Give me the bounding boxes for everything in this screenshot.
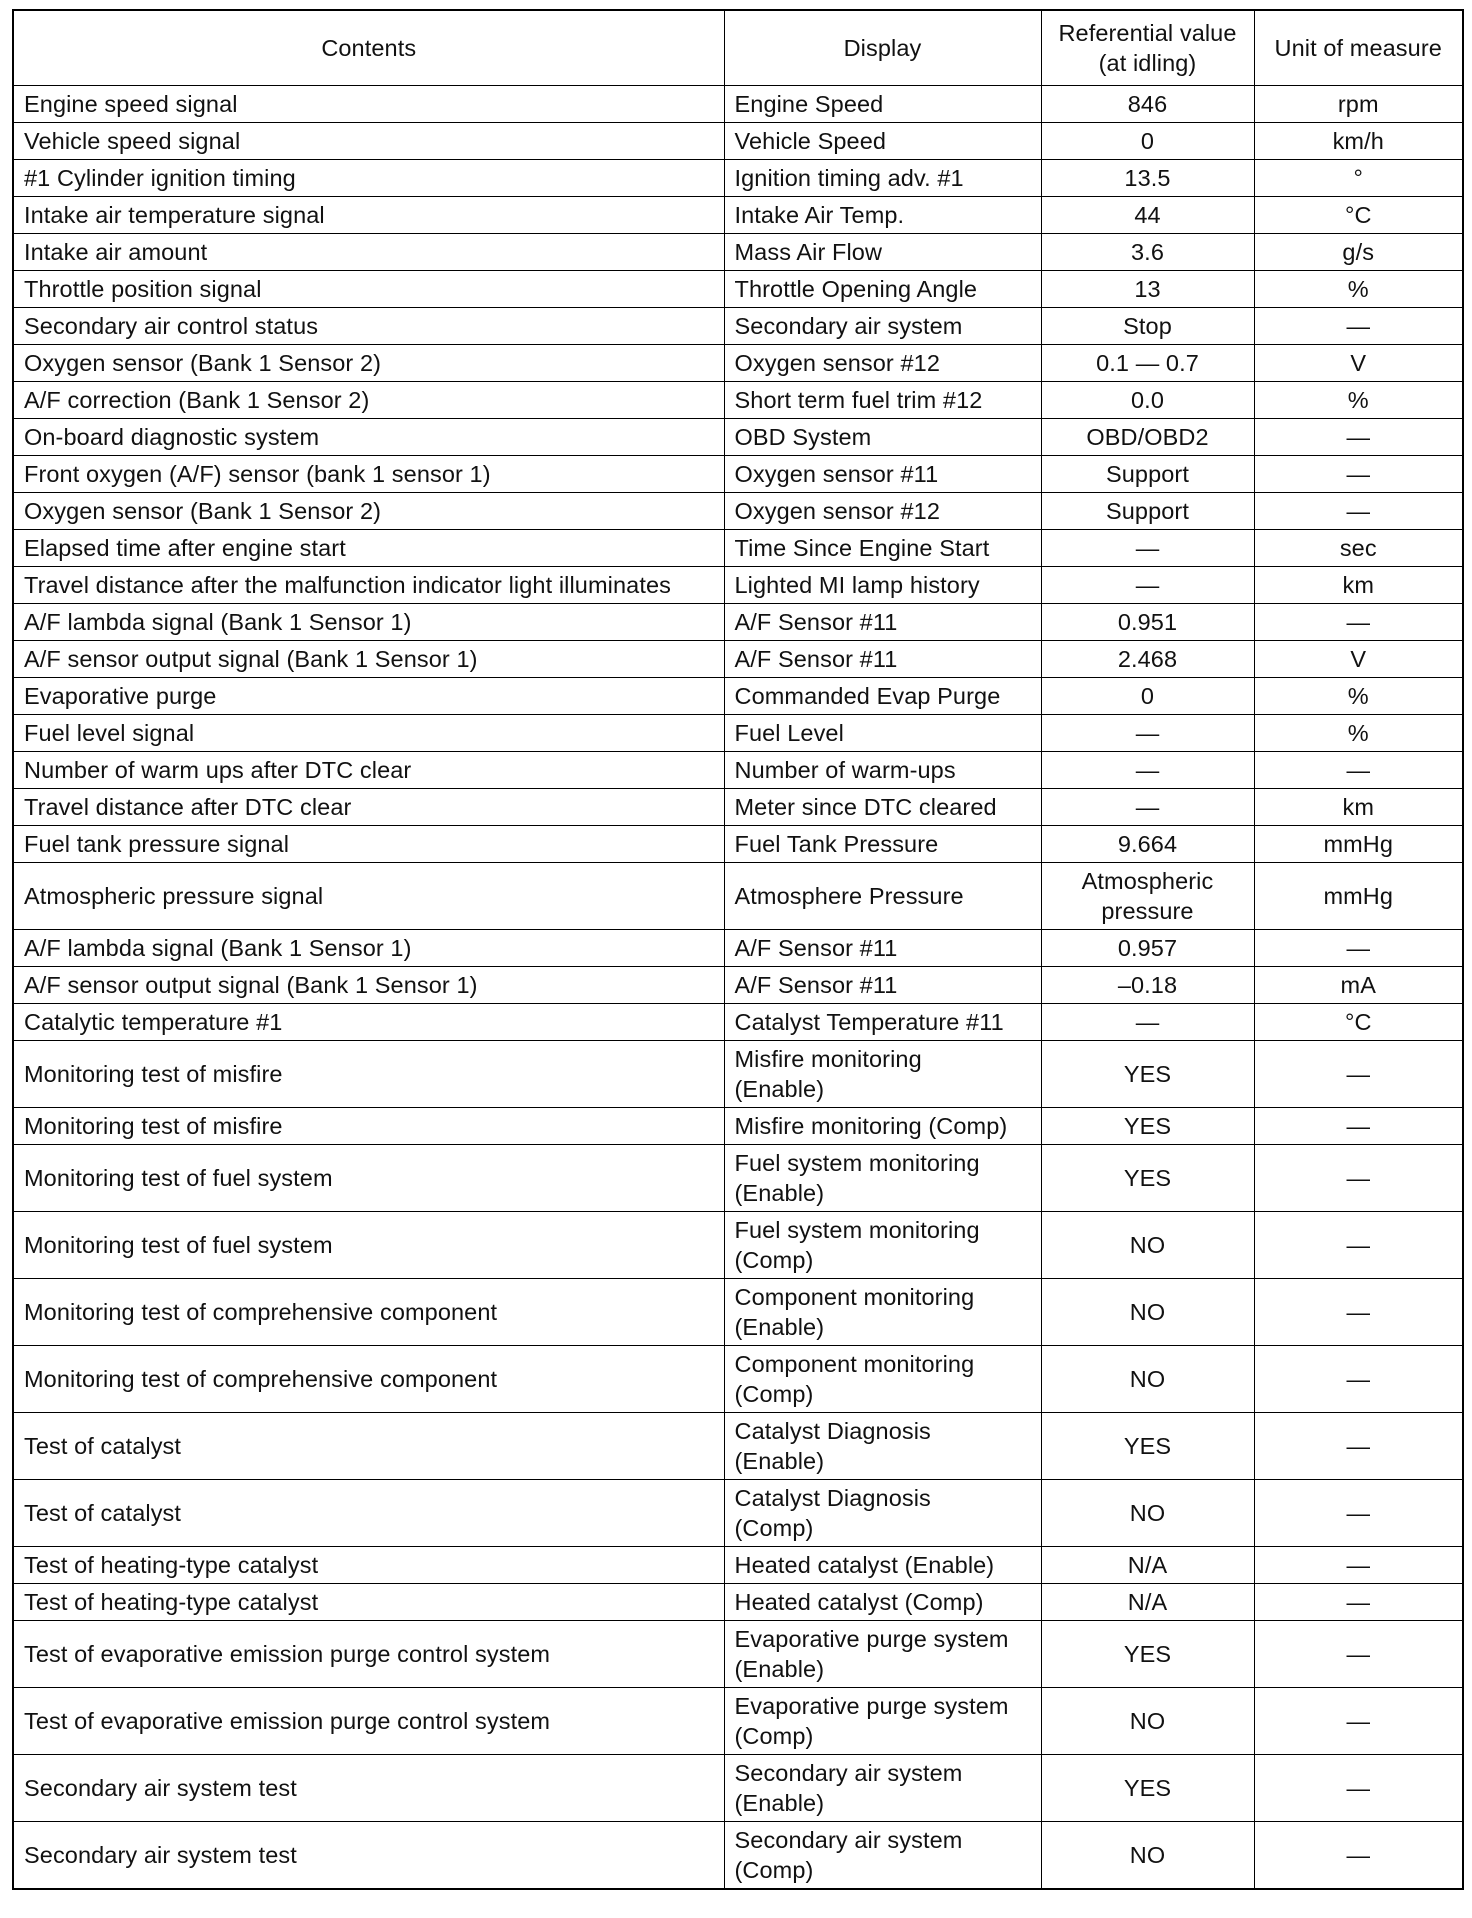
cell-unit: V: [1254, 345, 1463, 382]
cell-display: [724, 234, 1041, 271]
cell-display: [724, 123, 1041, 160]
cell-referential-value: [1041, 641, 1254, 678]
display-line: (Comp): [734, 1723, 814, 1749]
value-line: YES: [1123, 1165, 1172, 1191]
cell-contents: Fuel tank pressure signal: [13, 826, 724, 863]
header-referential-value: [1041, 10, 1254, 86]
header-referential-value-line2: (at idling): [1098, 50, 1197, 76]
table-row: [13, 197, 1463, 234]
cell-referential-value: [1041, 456, 1254, 493]
table-row: [13, 604, 1463, 641]
table-row: [13, 1688, 1463, 1755]
table-row: [13, 382, 1463, 419]
cell-unit: —: [1254, 1822, 1463, 1890]
cell-display: [724, 1480, 1041, 1547]
value-line: 846: [1127, 91, 1168, 117]
cell-unit: —: [1254, 1041, 1463, 1108]
cell-display: [724, 789, 1041, 826]
cell-referential-value: [1041, 863, 1254, 930]
cell-referential-value: [1041, 1041, 1254, 1108]
cell-unit: —: [1254, 604, 1463, 641]
value-line: NO: [1129, 1299, 1166, 1325]
cell-referential-value: [1041, 419, 1254, 456]
display-line: Engine Speed: [734, 91, 884, 117]
display-line: Meter since DTC cleared: [734, 794, 997, 820]
cell-display: [724, 456, 1041, 493]
table-row: [13, 271, 1463, 308]
cell-display: [724, 160, 1041, 197]
display-line: Vehicle Speed: [734, 128, 887, 154]
cell-referential-value: [1041, 567, 1254, 604]
cell-referential-value: [1041, 234, 1254, 271]
display-line: (Comp): [734, 1381, 814, 1407]
cell-unit: mmHg: [1254, 863, 1463, 930]
table-row: [13, 123, 1463, 160]
cell-unit: %: [1254, 715, 1463, 752]
cell-unit: mA: [1254, 967, 1463, 1004]
cell-unit: km: [1254, 567, 1463, 604]
table-row: [13, 826, 1463, 863]
cell-unit: —: [1254, 1212, 1463, 1279]
value-line: YES: [1123, 1113, 1172, 1139]
cell-referential-value: [1041, 160, 1254, 197]
cell-referential-value: [1041, 308, 1254, 345]
value-line: YES: [1123, 1775, 1172, 1801]
table-row: [13, 678, 1463, 715]
value-line: 0: [1140, 683, 1155, 709]
value-line: NO: [1129, 1232, 1166, 1258]
display-line: Heated catalyst (Enable): [734, 1552, 995, 1578]
cell-contents: Secondary air control status: [13, 308, 724, 345]
cell-unit: —: [1254, 1547, 1463, 1584]
cell-unit: —: [1254, 752, 1463, 789]
cell-referential-value: [1041, 678, 1254, 715]
cell-unit: —: [1254, 1108, 1463, 1145]
cell-display: [724, 930, 1041, 967]
cell-unit: °: [1254, 160, 1463, 197]
cell-contents: A/F sensor output signal (Bank 1 Sensor 1): [13, 967, 724, 1004]
cell-unit: —: [1254, 1621, 1463, 1688]
cell-unit: —: [1254, 419, 1463, 456]
cell-contents: Front oxygen (A/F) sensor (bank 1 sensor 1): [13, 456, 724, 493]
cell-contents: Throttle position signal: [13, 271, 724, 308]
cell-referential-value: [1041, 1108, 1254, 1145]
cell-referential-value: [1041, 789, 1254, 826]
display-line: A/F Sensor #11: [734, 646, 898, 672]
cell-contents: Secondary air system test: [13, 1755, 724, 1822]
cell-referential-value: [1041, 967, 1254, 1004]
display-line: Commanded Evap Purge: [734, 683, 1001, 709]
display-line: (Comp): [734, 1857, 814, 1883]
cell-display: [724, 826, 1041, 863]
cell-display: [724, 678, 1041, 715]
cell-referential-value: [1041, 1480, 1254, 1547]
display-line: Misfire monitoring (Comp): [734, 1113, 1008, 1139]
cell-display: [724, 271, 1041, 308]
cell-unit: km: [1254, 789, 1463, 826]
cell-referential-value: [1041, 493, 1254, 530]
display-line: OBD System: [734, 424, 872, 450]
display-line: (Enable): [734, 1076, 825, 1102]
value-line: pressure: [1101, 898, 1194, 924]
cell-unit: rpm: [1254, 86, 1463, 123]
table-row: [13, 308, 1463, 345]
cell-display: [724, 1584, 1041, 1621]
cell-unit: sec: [1254, 530, 1463, 567]
cell-unit: —: [1254, 1480, 1463, 1547]
table-row: [13, 345, 1463, 382]
cell-referential-value: [1041, 1755, 1254, 1822]
value-line: Support: [1105, 498, 1189, 524]
cell-referential-value: [1041, 197, 1254, 234]
display-line: Time Since Engine Start: [734, 535, 990, 561]
cell-unit: —: [1254, 930, 1463, 967]
cell-display: [724, 1279, 1041, 1346]
cell-contents: Monitoring test of comprehensive component: [13, 1346, 724, 1413]
value-line: N/A: [1127, 1589, 1168, 1615]
value-line: 0.951: [1117, 609, 1178, 635]
table-header: [13, 10, 1463, 86]
cell-contents: Monitoring test of misfire: [13, 1108, 724, 1145]
cell-contents: Test of catalyst: [13, 1480, 724, 1547]
value-line: 0: [1140, 128, 1155, 154]
cell-referential-value: [1041, 271, 1254, 308]
cell-unit: —: [1254, 1279, 1463, 1346]
cell-unit: %: [1254, 382, 1463, 419]
cell-display: [724, 345, 1041, 382]
value-line: —: [1135, 757, 1160, 783]
cell-unit: —: [1254, 1413, 1463, 1480]
table-row: [13, 1547, 1463, 1584]
cell-contents: #1 Cylinder ignition timing: [13, 160, 724, 197]
display-line: Catalyst Diagnosis: [734, 1485, 931, 1511]
cell-unit: V: [1254, 641, 1463, 678]
table-row: [13, 567, 1463, 604]
display-line: Misfire monitoring: [734, 1046, 922, 1072]
cell-contents: A/F lambda signal (Bank 1 Sensor 1): [13, 930, 724, 967]
value-line: YES: [1123, 1061, 1172, 1087]
table-row: [13, 1212, 1463, 1279]
display-line: Short term fuel trim #12: [734, 387, 983, 413]
cell-contents: Engine speed signal: [13, 86, 724, 123]
cell-display: [724, 567, 1041, 604]
display-line: (Enable): [734, 1656, 825, 1682]
value-line: 3.6: [1131, 239, 1164, 265]
cell-referential-value: [1041, 715, 1254, 752]
display-line: Component monitoring: [734, 1284, 975, 1310]
cell-contents: Test of evaporative emission purge control system: [13, 1688, 724, 1755]
cell-display: [724, 752, 1041, 789]
table-body: [13, 86, 1463, 1890]
display-line: A/F Sensor #11: [734, 935, 898, 961]
display-line: Ignition timing adv. #1: [734, 165, 964, 191]
header-row: [13, 10, 1463, 86]
table-row: [13, 160, 1463, 197]
display-line: (Enable): [734, 1314, 825, 1340]
value-line: —: [1135, 572, 1160, 598]
value-line: –0.18: [1117, 972, 1178, 998]
cell-display: [724, 382, 1041, 419]
cell-display: [724, 863, 1041, 930]
cell-unit: —: [1254, 1145, 1463, 1212]
cell-referential-value: [1041, 1584, 1254, 1621]
value-line: —: [1135, 794, 1160, 820]
cell-referential-value: [1041, 1413, 1254, 1480]
display-line: Component monitoring: [734, 1351, 975, 1377]
cell-contents: Oxygen sensor (Bank 1 Sensor 2): [13, 493, 724, 530]
cell-display: [724, 1145, 1041, 1212]
table-row: [13, 1584, 1463, 1621]
table-row: [13, 1413, 1463, 1480]
cell-referential-value: [1041, 1547, 1254, 1584]
cell-referential-value: [1041, 1279, 1254, 1346]
cell-unit: —: [1254, 308, 1463, 345]
display-line: Fuel Tank Pressure: [734, 831, 939, 857]
cell-contents: Monitoring test of comprehensive component: [13, 1279, 724, 1346]
cell-display: [724, 1547, 1041, 1584]
value-line: NO: [1129, 1708, 1166, 1734]
value-line: Atmospheric: [1081, 868, 1214, 894]
display-line: Fuel system monitoring: [734, 1150, 980, 1176]
display-line: Secondary air system: [734, 1827, 963, 1853]
display-line: Fuel Level: [734, 720, 844, 746]
cell-contents: Travel distance after DTC clear: [13, 789, 724, 826]
cell-contents: Elapsed time after engine start: [13, 530, 724, 567]
cell-referential-value: [1041, 1145, 1254, 1212]
cell-display: [724, 1413, 1041, 1480]
table-row: [13, 930, 1463, 967]
cell-display: [724, 493, 1041, 530]
cell-contents: Monitoring test of fuel system: [13, 1145, 724, 1212]
table-row: [13, 456, 1463, 493]
cell-contents: A/F sensor output signal (Bank 1 Sensor 1): [13, 641, 724, 678]
table-row: [13, 234, 1463, 271]
cell-display: [724, 1621, 1041, 1688]
value-line: NO: [1129, 1500, 1166, 1526]
cell-display: [724, 86, 1041, 123]
cell-unit: °C: [1254, 1004, 1463, 1041]
value-line: 13: [1134, 276, 1161, 302]
display-line: (Enable): [734, 1180, 825, 1206]
header-referential-value-line1: Referential value: [1058, 20, 1237, 46]
cell-display: [724, 1041, 1041, 1108]
cell-display: [724, 1822, 1041, 1890]
table-row: [13, 1621, 1463, 1688]
value-line: 2.468: [1117, 646, 1178, 672]
display-line: Atmosphere Pressure: [734, 883, 964, 909]
cell-unit: —: [1254, 493, 1463, 530]
cell-display: [724, 1212, 1041, 1279]
cell-contents: Monitoring test of fuel system: [13, 1212, 724, 1279]
cell-display: [724, 715, 1041, 752]
cell-unit: mmHg: [1254, 826, 1463, 863]
header-display: Display: [724, 10, 1041, 86]
cell-unit: —: [1254, 1346, 1463, 1413]
cell-contents: Oxygen sensor (Bank 1 Sensor 2): [13, 345, 724, 382]
cell-unit: —: [1254, 456, 1463, 493]
value-line: NO: [1129, 1366, 1166, 1392]
value-line: NO: [1129, 1842, 1166, 1868]
table-row: [13, 1108, 1463, 1145]
cell-referential-value: [1041, 1346, 1254, 1413]
cell-display: [724, 1755, 1041, 1822]
display-line: Catalyst Diagnosis: [734, 1418, 931, 1444]
value-line: YES: [1123, 1641, 1172, 1667]
value-line: 0.0: [1131, 387, 1164, 413]
display-line: Evaporative purge system: [734, 1626, 1009, 1652]
table-row: [13, 863, 1463, 930]
cell-referential-value: [1041, 1822, 1254, 1890]
display-line: Oxygen sensor #11: [734, 461, 939, 487]
table-row: [13, 1004, 1463, 1041]
cell-unit: g/s: [1254, 234, 1463, 271]
display-line: Oxygen sensor #12: [734, 498, 940, 524]
table-row: [13, 1279, 1463, 1346]
cell-contents: Monitoring test of misfire: [13, 1041, 724, 1108]
cell-referential-value: [1041, 1621, 1254, 1688]
cell-referential-value: [1041, 752, 1254, 789]
cell-display: [724, 604, 1041, 641]
cell-display: [724, 530, 1041, 567]
cell-contents: On-board diagnostic system: [13, 419, 724, 456]
display-line: Heated catalyst (Comp): [734, 1589, 984, 1615]
cell-referential-value: [1041, 123, 1254, 160]
display-line: Oxygen sensor #12: [734, 350, 940, 376]
cell-referential-value: [1041, 1688, 1254, 1755]
value-line: 0.957: [1117, 935, 1178, 961]
value-line: 13.5: [1124, 165, 1171, 191]
value-line: 44: [1134, 202, 1161, 228]
value-line: —: [1135, 720, 1160, 746]
cell-display: [724, 1346, 1041, 1413]
table-row: [13, 967, 1463, 1004]
cell-display: [724, 1108, 1041, 1145]
cell-contents: A/F lambda signal (Bank 1 Sensor 1): [13, 604, 724, 641]
table-row: [13, 530, 1463, 567]
cell-contents: Evaporative purge: [13, 678, 724, 715]
cell-referential-value: [1041, 604, 1254, 641]
table-row: [13, 419, 1463, 456]
header-unit: Unit of measure: [1254, 10, 1463, 86]
cell-contents: Catalytic temperature #1: [13, 1004, 724, 1041]
cell-contents: Intake air temperature signal: [13, 197, 724, 234]
value-line: 9.664: [1117, 831, 1178, 857]
value-line: Stop: [1123, 313, 1172, 339]
value-line: Support: [1105, 461, 1189, 487]
cell-unit: —: [1254, 1584, 1463, 1621]
cell-display: [724, 308, 1041, 345]
cell-unit: —: [1254, 1755, 1463, 1822]
value-line: N/A: [1127, 1552, 1168, 1578]
display-line: Fuel system monitoring: [734, 1217, 980, 1243]
cell-referential-value: [1041, 530, 1254, 567]
cell-contents: Vehicle speed signal: [13, 123, 724, 160]
display-line: Catalyst Temperature #11: [734, 1009, 1004, 1035]
table-row: [13, 715, 1463, 752]
value-line: —: [1135, 535, 1160, 561]
display-line: Number of warm-ups: [734, 757, 956, 783]
cell-referential-value: [1041, 826, 1254, 863]
cell-contents: Secondary air system test: [13, 1822, 724, 1890]
cell-display: [724, 1688, 1041, 1755]
value-line: 0.1 — 0.7: [1096, 350, 1199, 376]
cell-display: [724, 197, 1041, 234]
cell-contents: Number of warm ups after DTC clear: [13, 752, 724, 789]
value-line: OBD/OBD2: [1086, 424, 1209, 450]
display-line: Secondary air system: [734, 1760, 963, 1786]
cell-contents: Fuel level signal: [13, 715, 724, 752]
table-row: [13, 1822, 1463, 1890]
display-line: Mass Air Flow: [734, 239, 883, 265]
value-line: YES: [1123, 1433, 1172, 1459]
cell-contents: Test of heating-type catalyst: [13, 1547, 724, 1584]
cell-contents: Test of catalyst: [13, 1413, 724, 1480]
display-line: Throttle Opening Angle: [734, 276, 978, 302]
table-row: [13, 752, 1463, 789]
table-row: [13, 493, 1463, 530]
table-row: [13, 789, 1463, 826]
cell-contents: Atmospheric pressure signal: [13, 863, 724, 930]
cell-contents: A/F correction (Bank 1 Sensor 2): [13, 382, 724, 419]
cell-referential-value: [1041, 86, 1254, 123]
display-line: (Enable): [734, 1448, 825, 1474]
display-line: Lighted MI lamp history: [734, 572, 980, 598]
display-line: Evaporative purge system: [734, 1693, 1009, 1719]
cell-contents: Test of evaporative emission purge control system: [13, 1621, 724, 1688]
cell-referential-value: [1041, 1004, 1254, 1041]
display-line: (Comp): [734, 1515, 814, 1541]
cell-display: [724, 641, 1041, 678]
cell-unit: km/h: [1254, 123, 1463, 160]
cell-referential-value: [1041, 382, 1254, 419]
header-contents: Contents: [13, 10, 724, 86]
cell-unit: —: [1254, 1688, 1463, 1755]
cell-unit: %: [1254, 271, 1463, 308]
display-line: A/F Sensor #11: [734, 609, 898, 635]
display-line: A/F Sensor #11: [734, 972, 898, 998]
value-line: —: [1135, 1009, 1160, 1035]
data-monitor-sheet: [12, 9, 1462, 1890]
table-row: [13, 86, 1463, 123]
display-line: (Enable): [734, 1790, 825, 1816]
referential-value-table: [12, 9, 1464, 1890]
cell-display: [724, 419, 1041, 456]
table-row: [13, 1480, 1463, 1547]
cell-contents: Travel distance after the malfunction indicator light illuminates: [13, 567, 724, 604]
table-row: [13, 641, 1463, 678]
display-line: (Comp): [734, 1247, 814, 1273]
table-row: [13, 1346, 1463, 1413]
cell-contents: Intake air amount: [13, 234, 724, 271]
cell-unit: %: [1254, 678, 1463, 715]
table-row: [13, 1145, 1463, 1212]
display-line: Intake Air Temp.: [734, 202, 905, 228]
cell-unit: °C: [1254, 197, 1463, 234]
cell-display: [724, 967, 1041, 1004]
cell-referential-value: [1041, 930, 1254, 967]
table-row: [13, 1755, 1463, 1822]
cell-display: [724, 1004, 1041, 1041]
table-row: [13, 1041, 1463, 1108]
display-line: Secondary air system: [734, 313, 963, 339]
cell-referential-value: [1041, 1212, 1254, 1279]
cell-referential-value: [1041, 345, 1254, 382]
cell-contents: Test of heating-type catalyst: [13, 1584, 724, 1621]
